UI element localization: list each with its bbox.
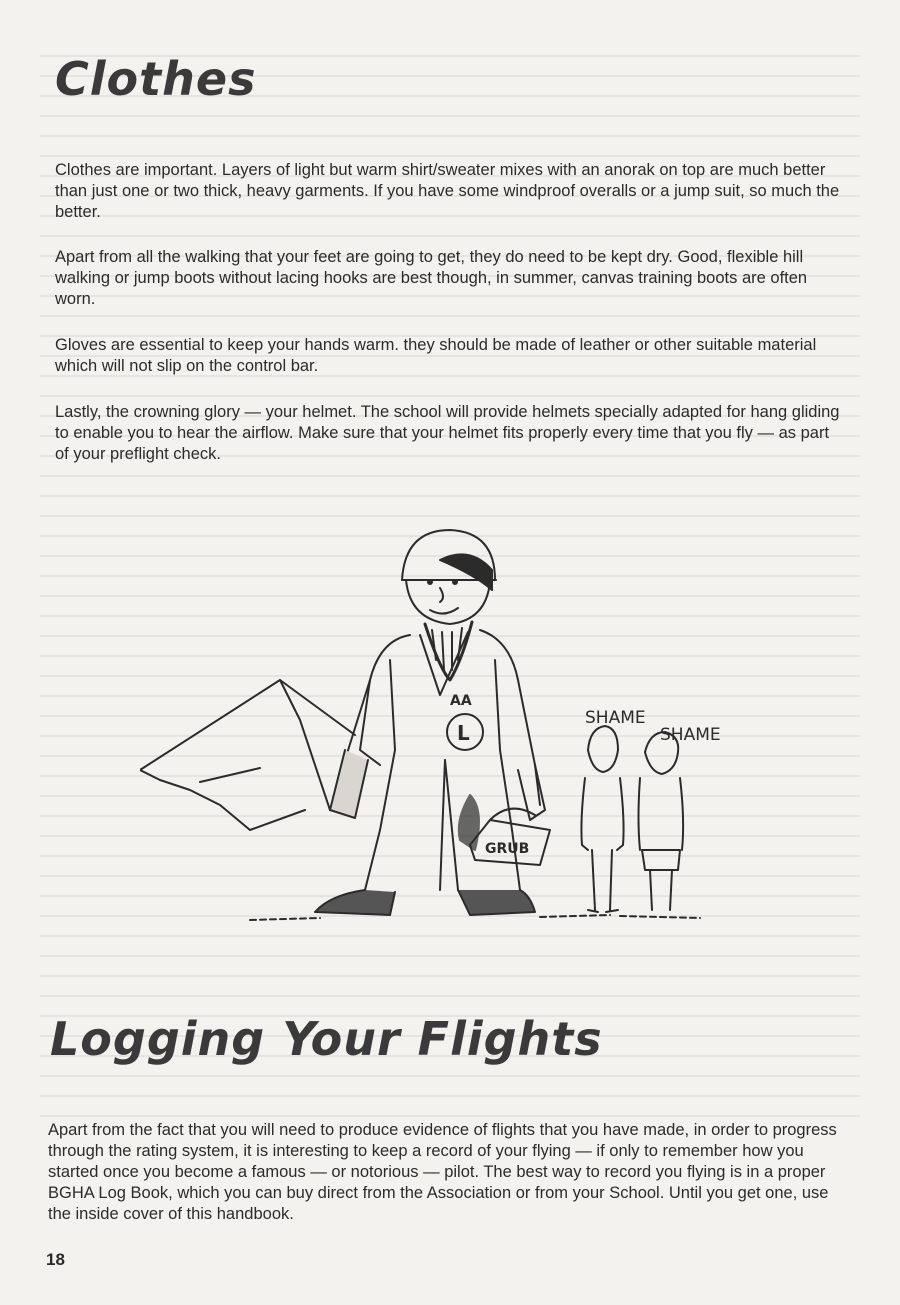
onlooker-left [581, 726, 623, 912]
logging-paragraph: Apart from the fact that you will need to produce evidence of flights that you have made, in order to progress through the rating system, it is interesting to keep a record of your flying — if only to remember how you started once you become a famous — or notorious — pilot. The best way to record you flying is in a proper BGHA Log Book, which you can buy direct from the Association or from your School. Until you get one, use the inside cover of this handbook. [48, 1121, 837, 1223]
clothes-paragraph-boots: Apart from all the walking that your feet are going to get, they do need to be kept dry. Good, flexible hill walking or jump boots without lacing hooks are best though, in summer, canvas training boots are often worn. [55, 248, 808, 308]
cartoon-illustration [140, 520, 760, 930]
grub-box-label: GRUB [485, 841, 530, 857]
clothes-paragraph-layers: Clothes are important. Layers of light but warm shirt/sweater mixes with an anorak on top are much better than just one or two thick, heavy garments. If you have some windproof overalls or a jump suit, so much the better. [55, 161, 840, 221]
shame-shout-2: SHAME [660, 725, 721, 745]
lapel-mark: AA [450, 693, 472, 709]
clothes-heading: Clothes [55, 52, 257, 106]
shame-shout-1: SHAME [585, 708, 646, 728]
learner-badge-letter: L [457, 721, 470, 745]
logging-heading: Logging Your Flights [50, 1012, 603, 1066]
onlooker-right [639, 732, 684, 910]
clothes-paragraph-helmet: Lastly, the crowning glory — your helmet. The school will provide helmets specially adapted for hang gliding to enable you to hear the airflow. Make sure that your helmet fits properly every time that you fly — as part of your preflight check. [55, 403, 840, 463]
clothes-paragraph-gloves: Gloves are essential to keep your hands warm. they should be made of leather or other suitable material which will not slip on the control bar. [55, 336, 817, 375]
page-number: 18 [46, 1250, 65, 1269]
glider-wing-drawing [140, 680, 355, 830]
